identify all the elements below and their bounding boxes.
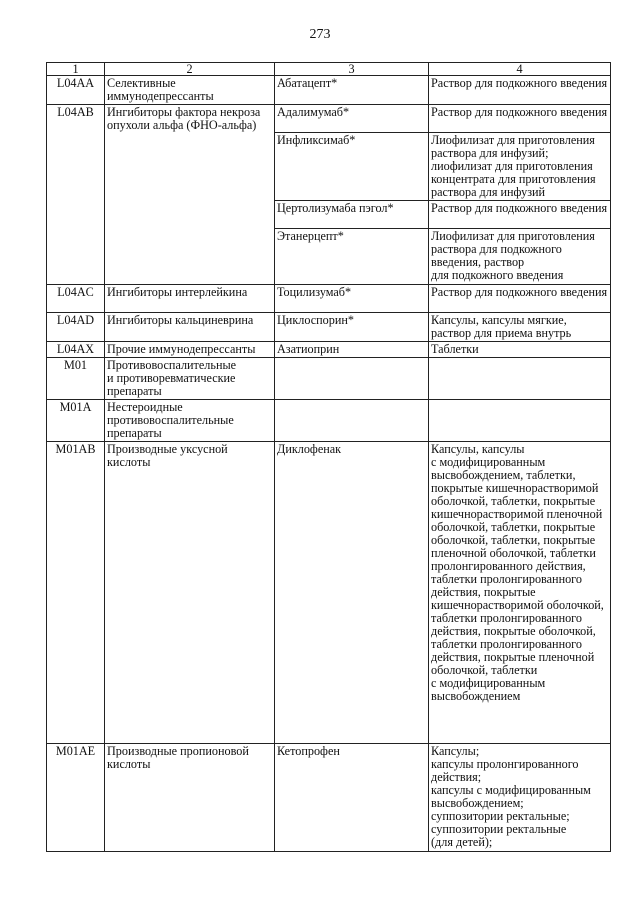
group-name: Производные уксусной кислоты bbox=[105, 442, 275, 744]
atc-code: L04AC bbox=[47, 285, 105, 313]
dosage-form bbox=[429, 358, 611, 400]
drug-name: Этанерцепт* bbox=[275, 229, 429, 285]
dosage-form: Капсулы; капсулы пролонгированного действия; капсулы с модифицированным высвобождением; суппозитории ректальные; суппозитории ректальные (для детей); bbox=[429, 744, 611, 852]
table-row bbox=[47, 76, 611, 105]
dosage-form: Капсулы, капсулы с модифицированным высвобождением, таблетки, покрытые кишечнорастворимой оболочкой, таблетки, покрытые кишечнорастворимой пленочной оболочкой, таблетки, покрытые оболочкой, таблетки, покрытые пленочной оболочкой, таблетки пролонгированного действия, таблетки пролонгированного действия, покрытые кишечнорастворимой оболочкой, таблетки пролонгированного действия, покрытые оболочкой, таблетки пролонгированного действия, покрытые пленочной оболочкой, таблетки с модифицированным высвобождением bbox=[429, 442, 611, 744]
drug-name: Циклоспорин* bbox=[275, 313, 429, 342]
table-row bbox=[47, 105, 611, 133]
drug-name: Диклофенак bbox=[275, 442, 429, 744]
page-number: 273 bbox=[309, 27, 331, 42]
drug-name bbox=[275, 400, 429, 442]
atc-code: M01A bbox=[47, 400, 105, 442]
table-row bbox=[47, 744, 611, 852]
column-header-2: 2 bbox=[105, 63, 275, 76]
group-name: Производные пропионовой кислоты bbox=[105, 744, 275, 852]
column-header-3: 3 bbox=[275, 63, 429, 76]
table-row bbox=[47, 285, 611, 313]
dosage-form: Раствор для подкожного введения bbox=[429, 285, 611, 313]
atc-code: L04AD bbox=[47, 313, 105, 342]
dosage-form: Лиофилизат для приготовления раствора для подкожного введения, раствор для подкожного введения bbox=[429, 229, 611, 285]
drug-name: Азатиоприн bbox=[275, 342, 429, 358]
dosage-form: Таблетки bbox=[429, 342, 611, 358]
drug-name: Абатацепт* bbox=[275, 76, 429, 105]
atc-code: L04AB bbox=[47, 105, 105, 285]
dosage-form: Лиофилизат для приготовления раствора для инфузий; лиофилизат для приготовления концентрата для приготовления раствора для инфузий bbox=[429, 133, 611, 201]
drug-name bbox=[275, 358, 429, 400]
dosage-form: Раствор для подкожного введения bbox=[429, 105, 611, 133]
atc-code: M01AB bbox=[47, 442, 105, 744]
dosage-form: Раствор для подкожного введения bbox=[429, 76, 611, 105]
table-row bbox=[47, 342, 611, 358]
drug-name: Кетопрофен bbox=[275, 744, 429, 852]
group-name: Ингибиторы кальциневрина bbox=[105, 313, 275, 342]
group-name: Нестероидные противовоспалительные препараты bbox=[105, 400, 275, 442]
atc-code: L04AA bbox=[47, 76, 105, 105]
column-header-4: 4 bbox=[429, 63, 611, 76]
column-header-1: 1 bbox=[47, 63, 105, 76]
atc-code: M01AE bbox=[47, 744, 105, 852]
drug-name: Инфликсимаб* bbox=[275, 133, 429, 201]
table-row bbox=[47, 358, 611, 400]
dosage-form bbox=[429, 400, 611, 442]
atc-code: L04AX bbox=[47, 342, 105, 358]
group-name: Ингибиторы фактора некроза опухоли альфа (ФНО-альфа) bbox=[105, 105, 275, 285]
drug-list-table bbox=[46, 62, 611, 852]
drug-name: Цертолизумаба пэгол* bbox=[275, 201, 429, 229]
group-name: Ингибиторы интерлейкина bbox=[105, 285, 275, 313]
group-name: Селективные иммунодепрессанты bbox=[105, 76, 275, 105]
table-row bbox=[47, 313, 611, 342]
atc-code: M01 bbox=[47, 358, 105, 400]
dosage-form: Капсулы, капсулы мягкие, раствор для приема внутрь bbox=[429, 313, 611, 342]
drug-name: Тоцилизумаб* bbox=[275, 285, 429, 313]
drug-name: Адалимумаб* bbox=[275, 105, 429, 133]
dosage-form: Раствор для подкожного введения bbox=[429, 201, 611, 229]
table-row bbox=[47, 400, 611, 442]
table-header-row bbox=[47, 63, 611, 76]
group-name: Противовоспалительные и противоревматические препараты bbox=[105, 358, 275, 400]
table-row bbox=[47, 442, 611, 744]
group-name: Прочие иммунодепрессанты bbox=[105, 342, 275, 358]
